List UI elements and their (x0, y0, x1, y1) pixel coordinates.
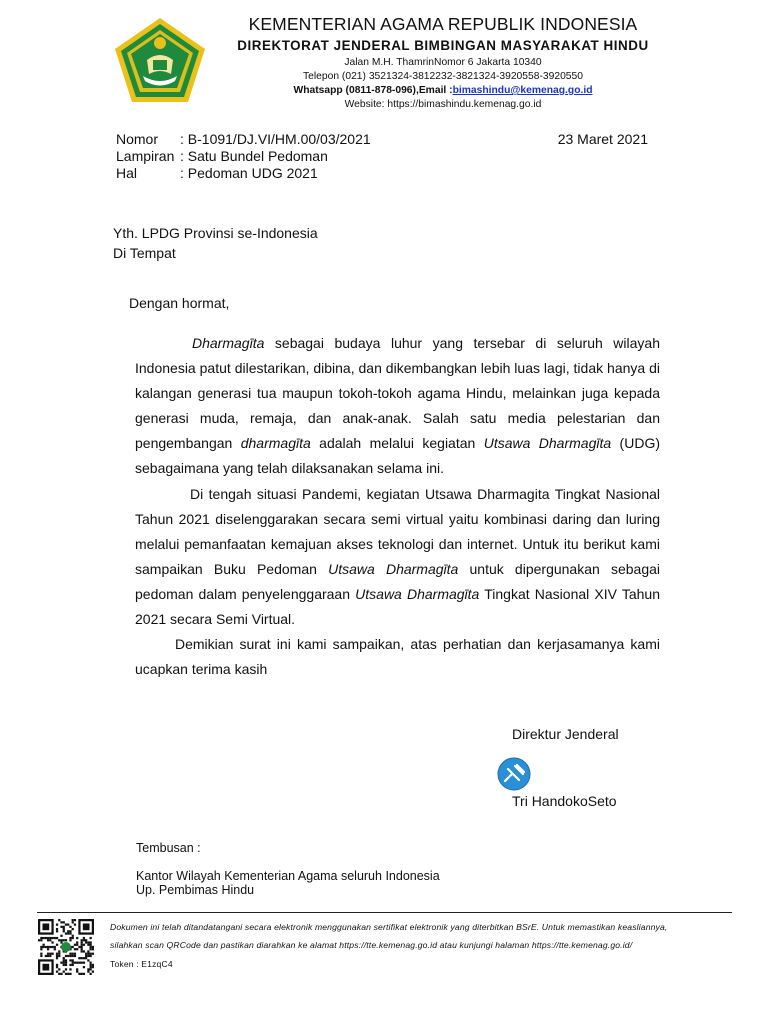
whatsapp-label: Whatsapp (0811-878-096),Email : (293, 85, 453, 96)
footer-note-1: Dokumen ini telah ditandatangani secara elektronik menggunakan sertifikat elektronik yang diterbitkan BSrE. Untuk memastikan keasliannya, (110, 922, 668, 932)
nomor-row (116, 131, 371, 147)
nomor-label: Nomor (116, 131, 159, 147)
term-dharmagita-lower: dharmagīta (240, 435, 311, 451)
hal-label: Hal (116, 165, 138, 181)
qr-code-icon (38, 919, 94, 975)
footer-divider (37, 912, 732, 913)
footer-note-2: silahkan scan QRCode dan pastikan diarahkan ke alamat https://tte.kemenag.go.id atau kunjungi halaman https://tte.kemenag.go.id/ (110, 940, 633, 950)
letter-date: 23 Maret 2021 (557, 131, 648, 147)
whatsapp-email-line (210, 85, 676, 96)
paragraph-1-text-c: (UDG) sebagaimana yang telah dilaksanakan selama ini. (135, 435, 660, 476)
electronic-signature-icon (497, 757, 531, 791)
lampiran-value: : Satu Bundel Pedoman (180, 148, 328, 164)
paragraph-3 (135, 632, 660, 682)
signatory-name: Tri HandokoSeto (512, 793, 617, 809)
paragraph-1-text-b: adalah melalui kegiatan (310, 435, 484, 451)
paragraph-2-text-b: untuk dipergunakan sebagai pedoman dalam penyelenggaraan (135, 561, 661, 602)
signatory-title: Direktur Jenderal (512, 726, 619, 742)
hal-row (116, 165, 318, 181)
term-utsawa-a: Utsawa Dharmagīta (328, 561, 459, 577)
ministry-title: KEMENTERIAN AGAMA REPUBLIK INDONESIA (248, 14, 638, 34)
tembusan-item: Kantor Wilayah Kementerian Agama seluruh Indonesia (136, 869, 440, 883)
paragraph-1 (135, 331, 660, 481)
salutation: Dengan hormat, (129, 295, 230, 311)
website-line: Website: https://bimashindu.kemenag.go.id (344, 99, 542, 110)
hal-value: : Pedoman UDG 2021 (180, 165, 318, 181)
address-line: Jalan M.H. ThamrinNomor 6 Jakarta 10340 (344, 57, 542, 68)
term-utsawa-b: Utsawa Dharmagīta (355, 586, 480, 602)
paragraph-1-text-a: sebagai budaya luhur yang tersebar di seluruh wilayah Indonesia patut dilestarikan, dibina, dan dikembangkan lebih luas lagi, tidak hanya di kalangan generasi tua maupun tokoh-tokoh agama Hindu, melainkan juga kepada generasi muda, remaja, dan anak-anak. Salah satu media pelestarian dan pengembangan (135, 335, 660, 451)
tembusan-title: Tembusan : (136, 841, 201, 855)
lampiran-label: Lampiran (116, 148, 175, 164)
nomor-value: : B-1091/DJ.VI/HM.00/03/2021 (180, 131, 371, 147)
phone-line: Telepon (021) 3521324-3812232-3821324-3920558-3920550 (303, 71, 583, 82)
kemenag-emblem-icon (113, 16, 207, 104)
tembusan-item: Up. Pembimas Hindu (136, 883, 255, 897)
lampiran-row (116, 148, 328, 164)
paragraph-2-text-c: Tingkat Nasional XIV Tahun 2021 secara Semi Virtual. (135, 586, 661, 627)
email-link[interactable]: bimashindu@kemenag.go.id (452, 85, 593, 96)
directorate-title: DIREKTORAT JENDERAL BIMBINGAN MASYARAKAT HINDU (237, 38, 649, 53)
recipient-place: Di Tempat (113, 245, 176, 261)
footer-token: Token : E1zqC4 (110, 959, 173, 969)
paragraph-2-text-a: Di tengah situasi Pandemi, kegiatan Utsawa Dharmagita Tingkat Nasional Tahun 2021 diselenggarakan secara semi virtual yaitu kombinasi daring dan luring melalui pemanfaatan kemajuan akses teknologi dan internet. Untuk itu berikut kami sampaikan Buku Pedoman (135, 486, 660, 577)
paragraph-2 (135, 482, 660, 632)
recipient-line: Yth. LPDG Provinsi se-Indonesia (113, 225, 318, 241)
term-dharmagita: Dharmagīta (192, 335, 265, 351)
term-utsawa: Utsawa Dharmagīta (483, 435, 612, 451)
closing-paragraph: Demikian surat ini kami sampaikan, atas perhatian dan kerjasamanya kami ucapkan terima kasih (135, 636, 660, 677)
